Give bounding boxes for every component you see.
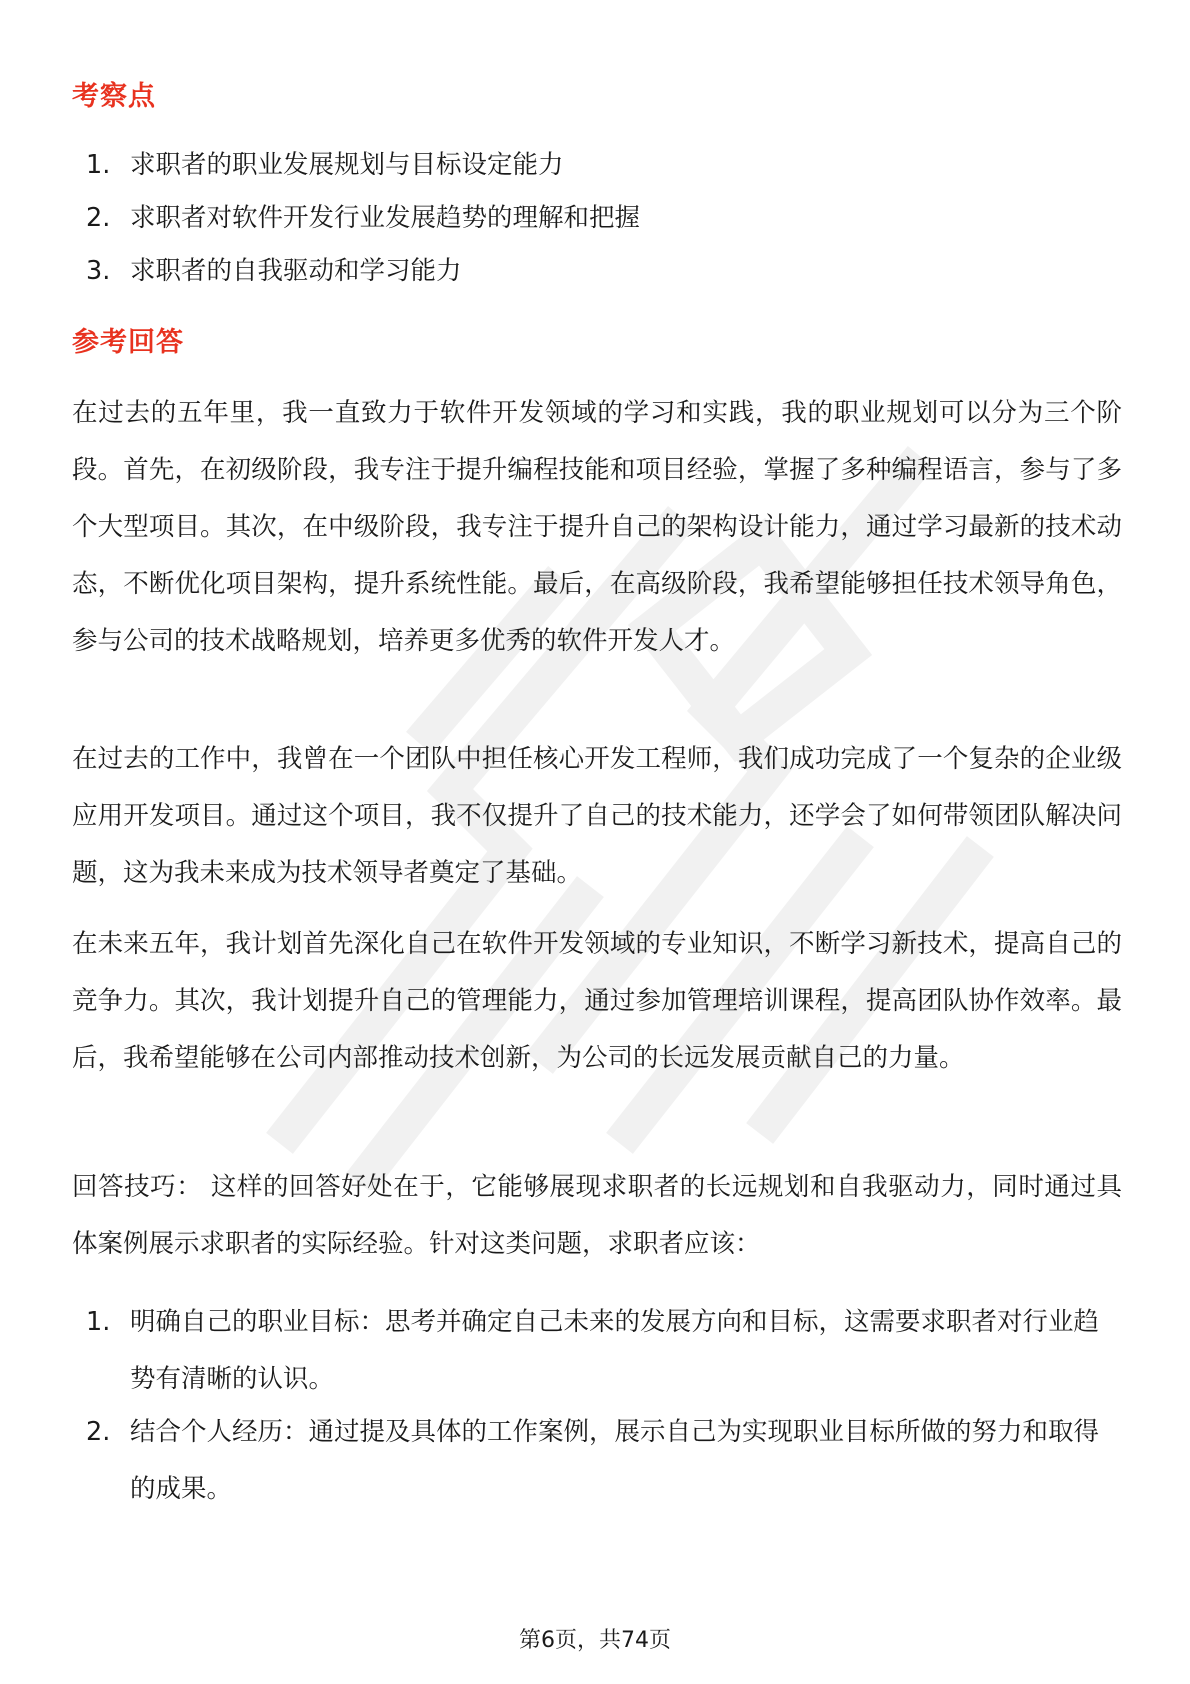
list-text: 求职者的自我驱动和学习能力 [130,256,462,286]
section-heading-focus: 考察点 [72,81,156,112]
list-item [86,243,1116,300]
list-item [86,137,1116,194]
list-text: 求职者对软件开发行业发展趋势的理解和把握 [130,203,641,233]
list-number: 3. [86,256,111,286]
list-number: 2. [86,203,111,233]
list-number: 1. [86,1307,111,1337]
answer-paragraph: 在过去的工作中，我曾在一个团队中担任核心开发工程师，我们成功完成了一个复杂的企业级应用开发项目。通过这个项目，我不仅提升了自己的技术能力，还学会了如何带领团队解决问题，这为我未来成为技术领导者奠定了基础。 [72,744,1122,888]
answer-paragraph: 在未来五年，我计划首先深化自己在软件开发领域的专业知识，不断学习新技术，提高自己的竞争力。其次，我计划提升自己的管理能力，通过参加管理培训课程，提高团队协作效率。最后，我希望能够在公司内部推动技术创新，为公司的长远发展贡献自己的力量。 [72,929,1122,1073]
section-heading-answer: 参考回答 [72,327,184,358]
answer-paragraph: 在过去的五年里，我一直致力于软件开发领域的学习和实践，我的职业规划可以分为三个阶段。首先，在初级阶段，我专注于提升编程技能和项目经验，掌握了多种编程语言，参与了多个大型项目。其次，在中级阶段，我专注于提升自己的架构设计能力，通过学习最新的技术动态，不断优化项目架构，提升系统性能。最后，在高级阶段，我希望能够担任技术领导角色，参与公司的技术战略规划，培养更多优秀的软件开发人才。 [72,398,1122,656]
list-text: 结合个人经历：通过提及具体的工作案例，展示自己为实现职业目标所做的努力和取得的成果。 [130,1417,1100,1504]
page-number: 第6页，共74页 [519,1628,671,1653]
list-text: 明确自己的职业目标：思考并确定自己未来的发展方向和目标，这需要求职者对行业趋势有清晰的认识。 [130,1307,1100,1394]
list-item [86,1404,1116,1518]
list-number: 2. [86,1417,111,1447]
list-item [86,190,1116,247]
list-item [86,1294,1116,1408]
answer-tips-intro: 回答技巧： 这样的回答好处在于，它能够展现求职者的长远规划和自我驱动力，同时通过具体案例展示求职者的实际经验。针对这类问题，求职者应该： [72,1172,1122,1259]
list-number: 1. [86,150,111,180]
list-text: 求职者的职业发展规划与目标设定能力 [130,150,564,180]
